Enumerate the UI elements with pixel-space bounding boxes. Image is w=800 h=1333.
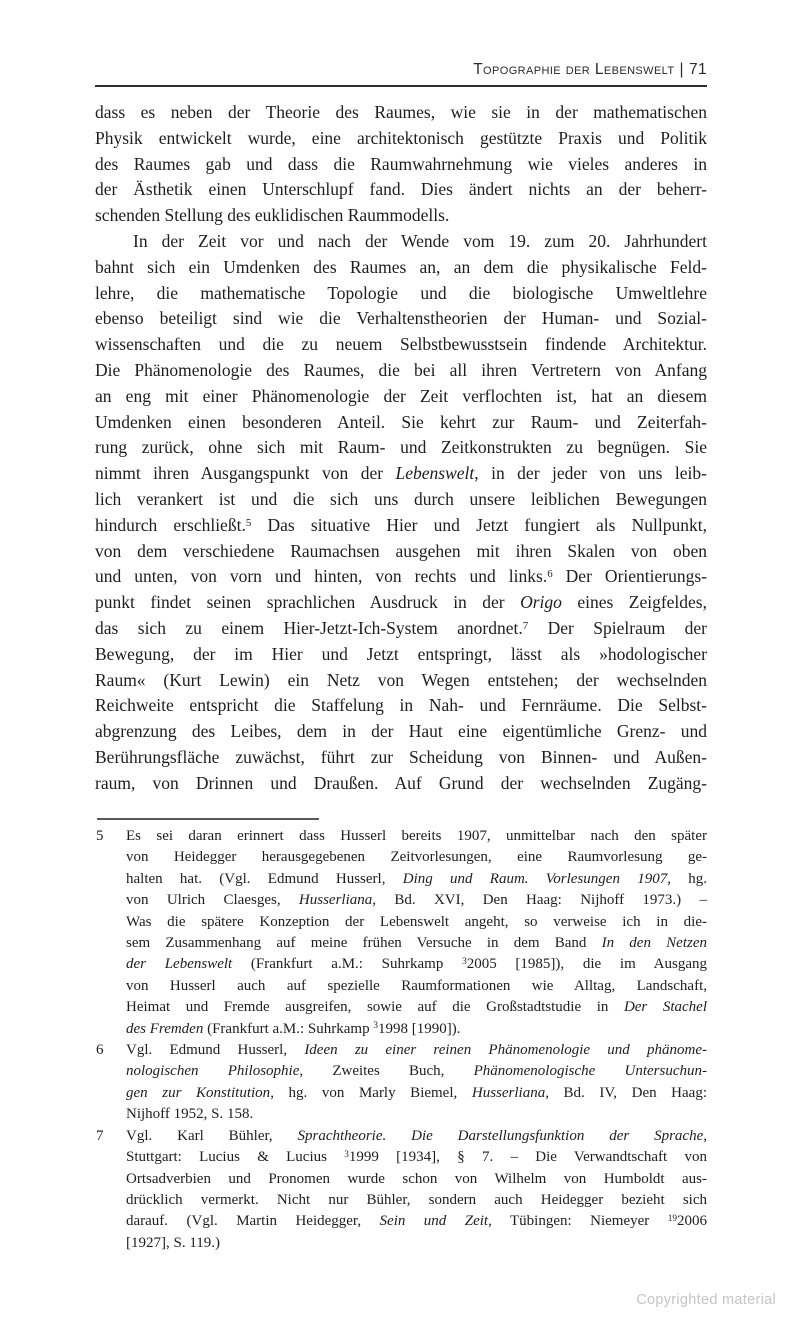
text-line bbox=[95, 358, 707, 384]
text-segment: Husserliana bbox=[471, 1084, 546, 1101]
text-line bbox=[126, 1233, 707, 1254]
text-segment: das sich zu einem Hier-Jetzt-Ich-System anordnet. bbox=[95, 617, 523, 638]
text-segment: Berührungsfläche zuwächst, führt zur Scheidung von Binnen- und Außen- bbox=[95, 746, 707, 767]
text-segment: Phänomenologische Untersuchun- bbox=[473, 1063, 707, 1080]
text-segment: Das situative Hier und Jetzt fungiert als Nullpunkt, bbox=[251, 514, 708, 535]
superscript-marker: 19 bbox=[667, 1213, 677, 1224]
text-line bbox=[126, 890, 707, 911]
text-line bbox=[126, 847, 707, 868]
text-line bbox=[126, 1211, 707, 1232]
text-line bbox=[95, 461, 707, 487]
text-segment: und unten, von vorn und hinten, von rechts und links. bbox=[95, 566, 548, 587]
text-segment: Reichweite entspricht die Staffelung in Nah- und Fernräume. Die Selbst- bbox=[95, 695, 707, 716]
text-segment: 2006 bbox=[677, 1213, 707, 1230]
text-segment: Heimat und Fremde ausgreifen, sowie auf die Großstadtstudie in bbox=[126, 999, 624, 1016]
text-line bbox=[126, 1083, 707, 1104]
footnote-number: 6 bbox=[96, 1042, 104, 1059]
text-line bbox=[126, 1019, 707, 1040]
text-segment: , in der jeder von uns leib- bbox=[474, 463, 707, 484]
text-segment: Raum« (Kurt Lewin) ein Netz von Wegen entstehen; der wechselnden bbox=[95, 669, 707, 690]
text-segment: wissenschaften und die zu neuem Selbstbewusstsein findende Architektur. bbox=[95, 334, 707, 355]
text-segment: schenden Stellung des euklidischen Raummodells. bbox=[95, 205, 450, 226]
text-line bbox=[126, 1040, 707, 1061]
text-line bbox=[95, 642, 707, 668]
text-segment: , Zweites Buch, bbox=[299, 1063, 474, 1080]
header-rule bbox=[95, 85, 707, 87]
footnote bbox=[95, 1040, 707, 1126]
running-header-title: Topographie der Lebenswelt bbox=[473, 61, 675, 78]
text-segment: hindurch erschließt. bbox=[95, 514, 246, 535]
text-line bbox=[95, 564, 707, 590]
text-segment: , Tübingen: Niemeyer bbox=[488, 1213, 668, 1230]
text-segment: lehre, die mathematische Topologie und die biologische Umweltlehre bbox=[95, 282, 707, 303]
text-segment: raum, von Drinnen und Draußen. Auf Grund der wechselnden Zugäng- bbox=[95, 772, 707, 793]
text-line bbox=[126, 1190, 707, 1211]
text-segment: von dem verschiedene Raumachsen ausgehen mit ihren Skalen von oben bbox=[95, 540, 707, 561]
text-segment: darauf. (Vgl. Martin Heidegger, bbox=[126, 1213, 380, 1230]
text-line bbox=[95, 100, 707, 126]
text-segment: von Ulrich Claesges, bbox=[126, 892, 299, 909]
page-number: 71 bbox=[688, 61, 707, 78]
text-line bbox=[126, 912, 707, 933]
text-segment: In der Zeit vor und nach der Wende vom 19. zum 20. Jahrhundert bbox=[133, 230, 707, 251]
text-line bbox=[95, 410, 707, 436]
text-line bbox=[126, 1104, 707, 1125]
superscript-marker: 3 bbox=[344, 1149, 349, 1160]
text-line bbox=[95, 668, 707, 694]
text-segment: von Husserl auch auf spezielle Raumformationen wie Alltag, Landschaft, bbox=[126, 977, 707, 994]
text-segment: dass es neben der Theorie des Raumes, wie sie in der mathematischen bbox=[95, 102, 707, 122]
text-segment: Umdenken einen besonderen Anteil. Sie kehrt zur Raum- und Zeiterfah- bbox=[95, 411, 707, 432]
text-segment: Sein und Zeit bbox=[379, 1213, 489, 1230]
footnote-rule bbox=[97, 818, 319, 820]
text-segment: sem Zusammenhang auf meine frühen Versuche in dem Band bbox=[126, 935, 602, 952]
text-segment: bahnt sich ein Umdenken des Raumes an, an dem die physikalische Feld- bbox=[95, 256, 707, 277]
text-line bbox=[95, 590, 707, 616]
text-line bbox=[126, 826, 707, 847]
text-line bbox=[126, 976, 707, 997]
text-segment: In den Netzen bbox=[601, 935, 707, 952]
text-segment: rung zurück, ohne sich mit Raum- und Zeitkonstrukten zu begnügen. Sie bbox=[95, 437, 707, 458]
text-segment: Physik entwickelt wurde, eine architektonisch gestützte Praxis und Politik bbox=[95, 127, 707, 148]
footnote-number: 7 bbox=[96, 1127, 104, 1144]
text-segment: nologischen Philosophie bbox=[126, 1063, 300, 1080]
text-segment: des Raumes gab und dass die Raumwahrnehmung wie vieles anderes in bbox=[95, 153, 707, 174]
text-segment: Stuttgart: Lucius & Lucius bbox=[126, 1149, 345, 1166]
text-segment: Vgl. Karl Bühler, bbox=[126, 1127, 298, 1144]
text-line bbox=[95, 255, 707, 281]
header-separator: | bbox=[679, 61, 684, 78]
text-segment: drücklich vermerkt. Nicht nur Bühler, sondern auch Heidegger bezieht sich bbox=[126, 1191, 707, 1208]
text-line bbox=[95, 384, 707, 410]
watermark-text: Copyrighted material bbox=[636, 1292, 776, 1308]
running-header bbox=[95, 61, 707, 79]
text-line bbox=[126, 1061, 707, 1082]
text-segment: an eng mit einer Phänomenologie der Zeit verflochten ist, hat an diesem bbox=[95, 385, 707, 406]
text-line bbox=[95, 435, 707, 461]
text-line bbox=[126, 954, 707, 975]
text-line bbox=[95, 513, 707, 539]
text-segment: [1927], S. 119.) bbox=[126, 1234, 221, 1251]
text-segment: Ortsadverbien und Pronomen wurde schon von Wilhelm von Humboldt aus- bbox=[126, 1170, 707, 1187]
text-segment: halten hat. (Vgl. Edmund Husserl, bbox=[126, 870, 403, 887]
text-line bbox=[95, 177, 707, 203]
text-segment: Was die spätere Konzeption der Lebenswelt angeht, so verweise ich in die- bbox=[126, 913, 707, 930]
text-segment: punkt findet seinen sprachlichen Ausdruck in der bbox=[95, 592, 521, 613]
footnotes bbox=[95, 826, 707, 1254]
text-segment: eines Zeigfeldes, bbox=[561, 592, 707, 613]
superscript-marker: 3 bbox=[462, 956, 467, 967]
text-segment: Der Orientierungs- bbox=[552, 566, 707, 587]
text-segment: der Ästhetik einen Unterschlupf fand. Dies ändert nichts an der beherr- bbox=[95, 179, 707, 200]
text-segment: des Fremden bbox=[126, 1020, 204, 1037]
text-segment: ebenso beteiligt sind wie die Verhaltenstheorien der Human- und Sozial- bbox=[95, 308, 707, 329]
text-line bbox=[95, 487, 707, 513]
text-segment: Ding und Raum. Vorlesungen 1907 bbox=[402, 870, 668, 887]
text-segment: Es sei daran erinnert dass Husserl bereits 1907, unmittelbar nach den später bbox=[126, 828, 707, 844]
text-segment: nimmt ihren Ausgangspunkt von der bbox=[95, 463, 396, 484]
text-segment: (Frankfurt a.M.: Suhrkamp bbox=[203, 1020, 374, 1037]
text-line bbox=[95, 719, 707, 745]
text-line bbox=[95, 229, 707, 255]
text-line bbox=[95, 539, 707, 565]
footnote bbox=[95, 826, 707, 1040]
superscript-marker: 3 bbox=[373, 1021, 378, 1032]
text-segment: , Bd. XVI, Den Haag: Nijhoff 1973.) – bbox=[372, 892, 708, 909]
text-segment: Husserliana bbox=[298, 892, 373, 909]
text-line bbox=[126, 869, 707, 890]
text-segment: 1998 [1990]). bbox=[377, 1020, 461, 1037]
text-segment: Die Phänomenologie des Raumes, die bei all ihren Vertretern von Anfang bbox=[95, 359, 707, 380]
text-segment: Sprachtheorie. Die Darstellungsfunktion der Sprache bbox=[297, 1127, 704, 1144]
superscript-marker: 5 bbox=[245, 516, 252, 529]
text-segment: , bbox=[703, 1127, 707, 1144]
text-segment: abgrenzung des Leibes, dem in der Haut eine eigentümliche Grenz- und bbox=[95, 721, 707, 742]
text-line bbox=[95, 281, 707, 307]
text-line bbox=[95, 203, 707, 229]
text-segment: Ideen zu einer reinen Phänomenologie und phänome- bbox=[304, 1042, 707, 1059]
text-segment: Nijhoff 1952, S. 158. bbox=[126, 1106, 254, 1123]
text-line bbox=[95, 152, 707, 178]
text-line bbox=[126, 1147, 707, 1168]
text-line bbox=[126, 1126, 707, 1147]
text-segment: Vgl. Edmund Husserl, bbox=[126, 1042, 305, 1059]
text-segment: Der Stachel bbox=[623, 999, 707, 1016]
text-segment: Bewegung, der im Hier und Jetzt entspringt, lässt als »hodologischer bbox=[95, 643, 707, 664]
text-segment: Origo bbox=[520, 592, 562, 613]
text-segment: (Frankfurt a.M.: Suhrkamp bbox=[232, 956, 463, 973]
text-line bbox=[95, 332, 707, 358]
footnote-number: 5 bbox=[96, 828, 104, 844]
text-line bbox=[95, 126, 707, 152]
superscript-marker: 7 bbox=[522, 619, 529, 632]
text-segment: Lebenswelt bbox=[395, 463, 475, 484]
superscript-marker: 6 bbox=[547, 568, 553, 581]
text-segment: gen zur Konstitution bbox=[126, 1084, 271, 1101]
text-segment: lich verankert ist und die sich uns durch unsere leiblichen Bewegungen bbox=[95, 488, 707, 509]
text-line bbox=[95, 745, 707, 771]
body-text bbox=[95, 100, 707, 797]
text-line bbox=[126, 1169, 707, 1190]
footnote bbox=[95, 1126, 707, 1254]
text-segment: Der Spielraum der bbox=[528, 617, 707, 638]
text-line bbox=[95, 693, 707, 719]
text-segment: von Heidegger herausgegebenen Zeitvorlesungen, eine Raumvorlesung ge- bbox=[126, 849, 707, 866]
text-segment: 2005 [1985]), die im Ausgang bbox=[466, 956, 707, 973]
text-line bbox=[95, 616, 707, 642]
text-line bbox=[95, 306, 707, 332]
text-segment: , hg. bbox=[667, 870, 707, 887]
text-segment: der Lebenswelt bbox=[126, 956, 233, 973]
text-line bbox=[126, 933, 707, 954]
text-segment: , hg. von Marly Biemel, bbox=[270, 1084, 472, 1101]
text-line bbox=[95, 771, 707, 797]
text-segment: 1999 [1934], § 7. – Die Verwandtschaft von bbox=[348, 1149, 707, 1166]
text-line bbox=[126, 997, 707, 1018]
text-segment: , Bd. IV, Den Haag: bbox=[545, 1084, 707, 1101]
